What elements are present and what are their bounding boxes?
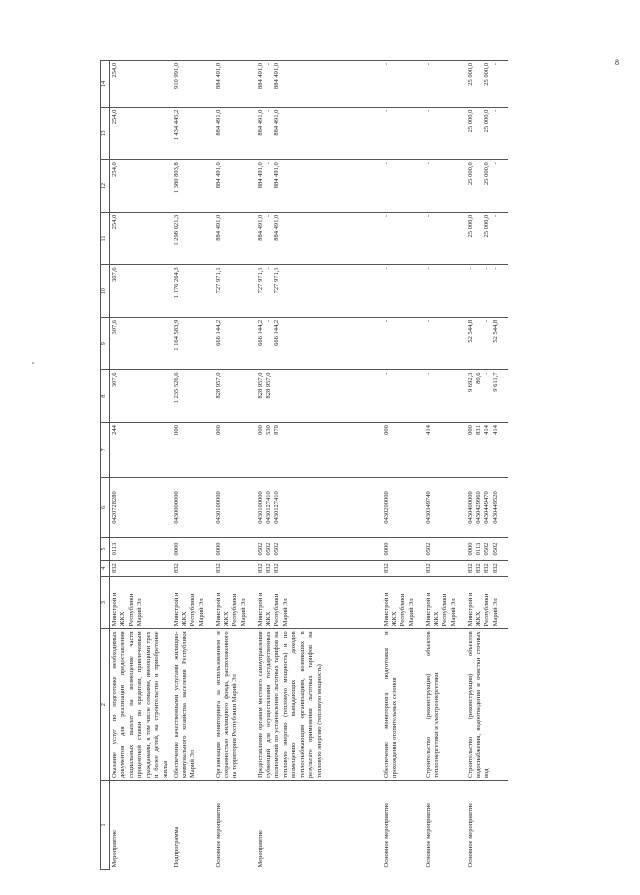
cell-v12 [256, 160, 382, 213]
cell-line: 666 144,2 [273, 319, 281, 346]
cell-grbs [466, 560, 508, 576]
cell-line: - [424, 109, 432, 112]
cell-line: 727 971,1 [214, 267, 222, 294]
cell-line [475, 63, 483, 105]
cell-v14 [256, 61, 382, 108]
cell-line: 666 144,2 [214, 319, 222, 346]
column-number-row [101, 61, 110, 870]
row-executor: Минстрой и ЖКХ Республики Марий Эл [382, 576, 424, 629]
table-row [110, 61, 172, 870]
cell-v12 [424, 160, 466, 213]
cell-line: - [424, 162, 432, 165]
cell-line: - [264, 109, 272, 112]
cell-line: 0113 [111, 542, 118, 556]
cell-line: 0430000000 [172, 491, 180, 524]
cell-line: - [483, 267, 491, 270]
cell-v13 [382, 107, 424, 160]
cell-v13 [466, 107, 508, 160]
budget-table [100, 60, 508, 870]
cell-line: - [466, 267, 474, 270]
cell-grbs [256, 560, 382, 576]
cell-v10 [256, 265, 382, 318]
row-type: Мероприятие [256, 781, 382, 870]
cell-csr [256, 477, 382, 538]
cell-line: 870 [273, 425, 281, 435]
cell-line: 884 491,0 [214, 63, 222, 89]
cell-line: 1 380 803,8 [172, 162, 180, 194]
cell-line: 884 491,0 [273, 109, 281, 136]
cell-v11 [256, 212, 382, 265]
cell-line: 0430100000 [256, 491, 264, 524]
cell-v10 [172, 265, 214, 318]
cell-line [475, 320, 483, 368]
table-row [256, 61, 382, 870]
col-num: 3 [101, 576, 110, 629]
rotated-page [100, 60, 628, 870]
cell-line: 25 000,0 [466, 162, 474, 185]
row-name: Обеспечение мониторинга подготовки и прохождения отопительных сезонов [382, 629, 424, 781]
cell-line: 244 [111, 425, 118, 435]
col-num: 5 [101, 538, 110, 560]
cell-grbs [214, 560, 256, 576]
cell-line: 52 544,8 [491, 319, 499, 343]
cell-v14 [214, 61, 256, 108]
cell-line: 828 957,0 [256, 372, 264, 399]
cell-line: 0502 [273, 542, 281, 556]
cell-grbs [172, 560, 214, 576]
row-executor: Минстрой и ЖКХ Республики Марий Эл [466, 576, 508, 629]
cell-line: 414 [424, 425, 432, 435]
table-row [424, 61, 466, 870]
cell-line: - [483, 372, 491, 375]
cell-v8 [466, 370, 508, 423]
cell-vr [424, 423, 466, 478]
cell-line: 884 491,0 [256, 109, 264, 136]
col-num: 13 [101, 107, 110, 160]
cell-v9 [466, 317, 508, 370]
cell-line: 000 [214, 425, 222, 435]
cell-v10 [382, 265, 424, 318]
cell-line: 0430429960 [474, 491, 482, 524]
cell-line: 254,0 [111, 63, 118, 78]
cell-v14 [466, 61, 508, 108]
col-num: 11 [101, 212, 110, 265]
cell-v9 [214, 317, 256, 370]
col-num: 4 [101, 560, 110, 576]
cell-line: 0430100000 [214, 491, 222, 524]
cell-line: 832 [424, 563, 432, 574]
cell-line: - [491, 109, 499, 112]
cell-line: 0430400000 [466, 491, 474, 524]
col-num: 6 [101, 477, 110, 538]
cell-v12 [214, 160, 256, 213]
cell-v8 [214, 370, 256, 423]
cell-v8 [256, 370, 382, 423]
table-row [172, 61, 214, 870]
cell-vr [382, 423, 424, 478]
cell-line: 307,6 [111, 372, 118, 388]
cell-vr [466, 423, 508, 478]
cell-line: 0502 [264, 542, 272, 556]
cell-line: 828 957,0 [264, 372, 272, 399]
col-num: 14 [101, 61, 110, 108]
cell-line: 307,6 [111, 319, 118, 335]
cell-rz [256, 538, 382, 560]
cell-line: 0502 [424, 542, 432, 556]
cell-line: 832 [273, 563, 281, 574]
cell-v9 [110, 317, 172, 370]
cell-line: 307,6 [111, 267, 118, 282]
cell-v10 [466, 265, 508, 318]
cell-line: 414 [491, 425, 499, 435]
cell-line: 727 971,1 [256, 267, 264, 294]
cell-v9 [382, 317, 424, 370]
cell-line: 0430449470 [483, 491, 491, 524]
cell-csr [424, 477, 466, 538]
row-executor: Минстрой и ЖКХ Республики Марий Эл [424, 576, 466, 629]
cell-line: 884 491,0 [256, 162, 264, 189]
cell-line: - [424, 372, 432, 375]
cell-line [475, 162, 483, 210]
cell-line: 0502 [483, 542, 491, 556]
cell-v8 [110, 370, 172, 423]
cell-line: - [264, 319, 272, 323]
cell-v14 [424, 61, 466, 108]
row-name: Организация мониторинга за использованием и сохранностью жилищного фонда, расположенного на территории Республики Марий Эл [214, 629, 256, 781]
cell-line: - [382, 267, 390, 270]
cell-v9 [256, 317, 382, 370]
cell-line: 832 [172, 563, 180, 574]
cell-v11 [466, 212, 508, 265]
cell-v12 [466, 160, 508, 213]
cell-line: 666 144,2 [256, 319, 264, 346]
cell-line: 1 298 021,3 [172, 214, 180, 246]
cell-v11 [110, 212, 172, 265]
cell-line: - [382, 162, 390, 165]
cell-vr [110, 423, 172, 478]
cell-line [475, 110, 483, 158]
cell-v10 [424, 265, 466, 318]
cell-line: 25 000,0 [466, 109, 474, 133]
cell-v12 [382, 160, 424, 213]
row-name: Обеспечение качественными услугами жилищно-коммунального хозяйства населения Республики Марий Эл [172, 629, 214, 781]
cell-line: - [264, 162, 272, 165]
cell-line [475, 215, 483, 263]
cell-line: 727 971,1 [273, 267, 281, 294]
cell-v12 [172, 160, 214, 213]
cell-line: 0502 [256, 542, 264, 556]
cell-line: 25 000,0 [483, 63, 491, 86]
cell-line: 52 544,8 [466, 319, 474, 343]
cell-line: 884 491,0 [214, 109, 222, 136]
cell-line: 884 491,0 [273, 214, 281, 241]
cell-line: 832 [483, 563, 491, 574]
cell-line: - [483, 319, 491, 323]
table-row [466, 61, 508, 870]
cell-rz [214, 538, 256, 560]
cell-grbs [382, 560, 424, 576]
cell-line: 831 [474, 425, 482, 435]
row-executor: Минстрой и ЖКХ Республики Марий Эл [172, 576, 214, 629]
cell-line: 884 491,0 [273, 162, 281, 189]
cell-csr [466, 477, 508, 538]
cell-line: 254,0 [111, 109, 118, 125]
cell-line: 0430200000 [382, 491, 390, 524]
cell-line: - [491, 162, 499, 165]
cell-line: 000 [172, 425, 180, 435]
cell-csr [110, 477, 172, 538]
cell-rz [466, 538, 508, 560]
cell-v11 [424, 212, 466, 265]
cell-line: - [382, 63, 390, 66]
cell-line: 0430127410 [264, 491, 272, 524]
row-executor: Минстрой и ЖКХ Республики Марий Эл [256, 576, 382, 629]
cell-line: 0430127410 [273, 491, 281, 524]
cell-line: 254,0 [111, 214, 118, 230]
cell-line: - [264, 214, 272, 217]
cell-line: 9 611,7 [491, 372, 499, 392]
row-type: Основное мероприятие [424, 781, 466, 870]
cell-line: - [382, 214, 390, 217]
cell-line: 832 [466, 563, 474, 574]
cell-v13 [214, 107, 256, 160]
cell-v10 [214, 265, 256, 318]
scan-dot [32, 362, 34, 364]
cell-line: 1 164 583,9 [172, 319, 180, 351]
cell-line: - [424, 267, 432, 270]
cell-csr [382, 477, 424, 538]
cell-line: - [424, 63, 432, 66]
page-number: 8 [615, 58, 619, 67]
cell-v8 [382, 370, 424, 423]
col-num: 10 [101, 265, 110, 318]
cell-v13 [256, 107, 382, 160]
cell-line: - [424, 319, 432, 323]
cell-csr [214, 477, 256, 538]
cell-line: - [491, 267, 499, 270]
cell-line: 832 [111, 563, 118, 574]
cell-line: 0113 [474, 542, 482, 556]
cell-v8 [424, 370, 466, 423]
cell-v8 [172, 370, 214, 423]
row-type: Основное мероприятие [214, 781, 256, 870]
cell-v11 [382, 212, 424, 265]
cell-line: 910 991,0 [172, 63, 180, 89]
cell-line: 832 [491, 563, 499, 574]
cell-v14 [382, 61, 424, 108]
cell-line: 9 692,3 [466, 372, 474, 392]
cell-line: - [491, 63, 499, 66]
cell-v11 [172, 212, 214, 265]
cell-line: 884 491,0 [214, 214, 222, 241]
cell-csr [172, 477, 214, 538]
table-row [214, 61, 256, 870]
cell-line: 0420728280 [111, 491, 118, 524]
cell-line: 832 [382, 563, 390, 574]
cell-line: 0000 [172, 542, 180, 556]
col-num: 12 [101, 160, 110, 213]
row-type: Подпрограмма [172, 781, 214, 870]
cell-line: 25 000,0 [483, 214, 491, 238]
cell-line: 832 [256, 563, 264, 574]
row-executor: Минстрой и ЖКХ Республики Марий Эл [214, 576, 256, 629]
row-name: Оказание услуг по подготовке необходимых документов для реализации предоставления социальных выплат на возмещение части процентной ставки по кредитам, привлеченным гражданами, в том числе семьями, имеющими трех и более детей, на строительство и приобретение жилья [110, 629, 172, 781]
col-num: 7 [101, 423, 110, 478]
cell-line: - [424, 214, 432, 217]
cell-line: 832 [214, 563, 222, 574]
cell-v11 [214, 212, 256, 265]
cell-line: - [491, 214, 499, 217]
cell-line: 1 434 445,2 [172, 109, 180, 141]
cell-line: 884 491,0 [256, 63, 264, 89]
cell-line: 0000 [382, 542, 390, 556]
cell-vr [172, 423, 214, 478]
cell-rz [382, 538, 424, 560]
cell-line [273, 373, 281, 421]
cell-v13 [172, 107, 214, 160]
cell-rz [110, 538, 172, 560]
cell-line: 828 957,0 [214, 372, 222, 399]
cell-line: 884 491,0 [214, 162, 222, 189]
cell-line: 254,0 [111, 162, 118, 177]
cell-v10 [110, 265, 172, 318]
cell-line [475, 267, 483, 315]
row-type: Основное мероприятие [382, 781, 424, 870]
cell-line: 25 000,0 [483, 162, 491, 185]
cell-rz [424, 538, 466, 560]
col-num: 2 [101, 629, 110, 781]
cell-line: 832 [264, 563, 272, 574]
cell-line: 0430349740 [424, 491, 432, 524]
cell-line: 1 176 264,3 [172, 267, 180, 299]
cell-line: 414 [483, 425, 491, 435]
cell-line: - [382, 372, 390, 375]
cell-grbs [424, 560, 466, 576]
cell-line: - [382, 319, 390, 323]
cell-line: 000 [466, 425, 474, 435]
cell-line: 0430449520 [491, 491, 499, 524]
col-num: 9 [101, 317, 110, 370]
cell-v14 [110, 61, 172, 108]
cell-line: - [264, 63, 272, 66]
cell-v13 [110, 107, 172, 160]
col-num: 8 [101, 370, 110, 423]
cell-v9 [172, 317, 214, 370]
cell-line: 1 235 526,6 [172, 372, 180, 404]
cell-line: 000 [256, 425, 264, 435]
cell-line: 0000 [214, 542, 222, 556]
cell-v12 [110, 160, 172, 213]
cell-vr [214, 423, 256, 478]
table-row [382, 61, 424, 870]
cell-line: 80,6 [474, 372, 482, 384]
cell-grbs [110, 560, 172, 576]
cell-line: 884 491,0 [273, 63, 281, 89]
row-type: Основное мероприятие [466, 781, 508, 870]
cell-line: - [382, 109, 390, 112]
cell-line: 0000 [466, 542, 474, 556]
row-name: Предоставление органам местного самоуправления субвенций для осуществления государственных полномочий по установлению льготных тарифов на тепловую энергию (тепловую мощность) и по возмещению выпадающих доходов теплоснабжающим организациям, возникших в результате применения льготных тарифов на тепловую энергию (тепловую мощность) [256, 629, 382, 781]
cell-rz [172, 538, 214, 560]
row-name: Строительство (реконструкция) объектов водоснабжения, водоотведения и очистки сточных вод [466, 629, 508, 781]
cell-line: 530 [264, 425, 272, 435]
cell-line: 0502 [491, 542, 499, 556]
cell-line: 832 [474, 563, 482, 574]
row-executor: Минстрой и ЖКХ Республики Марий Эл [110, 576, 172, 629]
cell-line: 25 000,0 [466, 63, 474, 86]
cell-v13 [424, 107, 466, 160]
cell-line: 884 491,0 [256, 214, 264, 241]
cell-line: 25 000,0 [483, 109, 491, 133]
row-name: Строительство (реконструкция) объектов теплоэнергетики и электроэнергетики [424, 629, 466, 781]
cell-v14 [172, 61, 214, 108]
cell-line: - [264, 267, 272, 270]
col-num: 1 [101, 781, 110, 870]
cell-line: 25 000,0 [466, 214, 474, 238]
row-type: Мероприятие [110, 781, 172, 870]
cell-v9 [424, 317, 466, 370]
cell-vr [256, 423, 382, 478]
cell-line: 000 [382, 425, 390, 435]
